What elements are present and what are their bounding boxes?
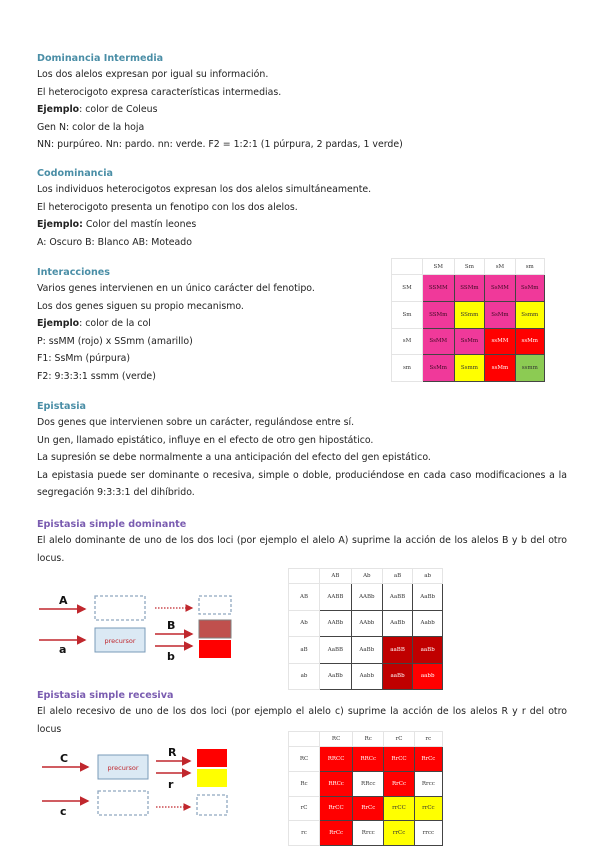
genotype-cell: AaBb xyxy=(382,610,413,637)
genotype-cell: ssMM xyxy=(485,328,515,355)
text-line: Los individuos heterocigotos expresan los dos alelos simultáneamente. xyxy=(37,184,372,195)
genotype-cell: RRCC xyxy=(320,747,353,772)
text-line: A: Oscuro B: Blanco AB: Moteado xyxy=(37,236,192,248)
punnett-table-recesiva xyxy=(288,731,443,846)
genotype-cell: RrCc xyxy=(353,796,384,821)
genotype-cell: SsMm xyxy=(454,328,485,355)
column-header: rc xyxy=(414,732,442,747)
column-header: sm xyxy=(515,259,545,275)
genotype-cell: rrCC xyxy=(384,796,414,821)
text-line: Varios genes intervienen en un único carácter del fenotipo. xyxy=(37,283,315,294)
genotype-cell: Ssmm xyxy=(454,355,485,382)
text-paragraph: El alelo dominante de uno de los dos loci (por ejemplo el alelo A) suprime la acción de los alelos B y b del otro locus. xyxy=(37,535,567,564)
text-line: Un gen, llamado epistático, influye en el efecto de otro gen hipostático. xyxy=(37,434,374,446)
svg-text:B: B xyxy=(167,619,176,632)
section-codominancia xyxy=(37,167,567,251)
example-line xyxy=(37,101,567,119)
svg-text:C: C xyxy=(60,752,69,765)
text-line: La supresión se debe normalmente a una anticipación del efecto del gen epistático. xyxy=(37,452,431,464)
genotype-cell: SSMM xyxy=(423,275,455,302)
heading-epistasia: Epistasia xyxy=(37,401,86,412)
genotype-cell: SsMm xyxy=(515,275,545,302)
example-line xyxy=(37,216,567,234)
genotype-cell: ssMm xyxy=(485,355,515,382)
row-header: aB xyxy=(289,637,320,664)
section-dominancia-intermedia xyxy=(37,52,567,154)
text-line: NN: purpúreo. Nn: pardo. nn: verde. F2 = 1:2:1 (1 púrpura, 2 pardas, 1 verde) xyxy=(37,139,403,151)
svg-text:c: c xyxy=(60,805,67,818)
genotype-cell: AaBb xyxy=(413,584,443,611)
row-header: sM xyxy=(392,328,423,355)
genotype-cell: SsMm xyxy=(485,301,515,328)
genotype-cell: RrCC xyxy=(320,796,353,821)
genotype-cell: rrCc xyxy=(384,821,414,846)
genotype-cell: AAbb xyxy=(351,610,382,637)
row-header: RC xyxy=(289,747,320,772)
genotype-cell: AABB xyxy=(320,584,352,611)
genotype-cell: ssmm xyxy=(515,355,545,382)
heading-epistasia-recesiva: Epistasia simple recesiva xyxy=(37,690,174,701)
svg-text:precursor: precursor xyxy=(104,637,136,645)
genotype-cell: SSmm xyxy=(454,301,485,328)
text-line: P: ssMM (rojo) x SSmm (amarillo) xyxy=(37,335,193,347)
genotype-cell: ssMm xyxy=(515,328,545,355)
genotype-cell: SsMM xyxy=(423,328,455,355)
row-header: Rc xyxy=(289,771,320,796)
text-line: Los dos alelos expresan por igual su información. xyxy=(37,69,269,80)
genotype-cell: rrcc xyxy=(414,821,442,846)
svg-text:R: R xyxy=(168,746,177,759)
diagram-epistasia-dominante xyxy=(37,590,237,660)
corner-cell xyxy=(289,732,320,747)
genotype-cell: RRCc xyxy=(353,747,384,772)
genotype-cell: Aabb xyxy=(413,610,443,637)
genotype-cell: aaBb xyxy=(382,663,413,690)
diagram-epistasia-recesiva xyxy=(40,745,240,820)
example-text: Color del mastín leones xyxy=(82,219,197,231)
text-line: El heterocigoto presenta un fenotipo con los dos alelos. xyxy=(37,201,298,213)
genotype-cell: SSMm xyxy=(454,275,485,302)
heading-codominancia: Codominancia xyxy=(37,168,113,179)
column-header: rC xyxy=(384,732,414,747)
text-paragraph: El alelo recesivo de uno de los dos loci (por ejemplo el alelo c) suprime la acción de los alelos R y r del otro locus xyxy=(37,706,567,735)
svg-text:r: r xyxy=(168,778,174,791)
example-label: Ejemplo xyxy=(37,104,80,116)
text-line: F1: SsMm (púrpura) xyxy=(37,353,131,365)
row-header: AB xyxy=(289,584,320,611)
genotype-cell: AaBb xyxy=(320,663,352,690)
text-line: El heterocigoto expresa características intermedias. xyxy=(37,86,282,98)
heading-epistasia-dominante: Epistasia simple dominante xyxy=(37,519,187,530)
genotype-cell: AaBb xyxy=(351,637,382,664)
genotype-cell: aaBB xyxy=(382,637,413,664)
row-header: ab xyxy=(289,663,320,690)
svg-text:A: A xyxy=(59,594,68,607)
column-header: RC xyxy=(320,732,353,747)
genotype-cell: aaBb xyxy=(413,637,443,664)
heading-dominancia-intermedia: Dominancia Intermedia xyxy=(37,53,164,64)
section-epistasia xyxy=(37,400,567,502)
section-epistasia-dominante xyxy=(37,518,567,567)
genotype-cell: RrCc xyxy=(384,771,414,796)
genotype-cell: RrCC xyxy=(384,747,414,772)
column-header: sM xyxy=(485,259,515,275)
genotype-cell: RRCc xyxy=(320,771,353,796)
genotype-cell: AaBB xyxy=(382,584,413,611)
column-header: AB xyxy=(320,569,352,584)
genotype-cell: aabb xyxy=(413,663,443,690)
genotype-cell: RRcc xyxy=(353,771,384,796)
genotype-cell: AaBB xyxy=(320,637,352,664)
example-text: : color de la col xyxy=(79,318,151,330)
example-text: : color de Coleus xyxy=(79,104,158,116)
example-label: Ejemplo xyxy=(37,318,80,330)
genotype-cell: RrCc xyxy=(320,821,353,846)
heading-interacciones: Interacciones xyxy=(37,267,110,278)
column-header: aB xyxy=(382,569,413,584)
row-header: sm xyxy=(392,355,423,382)
column-header: Ab xyxy=(351,569,382,584)
text-line: Dos genes que intervienen sobre un carácter, regulándose entre sí. xyxy=(37,417,355,428)
genotype-cell: Rrcc xyxy=(414,771,442,796)
punnett-table-dominante xyxy=(288,568,443,690)
corner-cell xyxy=(289,569,320,584)
row-header: rC xyxy=(289,796,320,821)
svg-text:b: b xyxy=(167,650,175,660)
row-header: Ab xyxy=(289,610,320,637)
text-line: Gen N: color de la hoja xyxy=(37,121,145,133)
genotype-cell: AABb xyxy=(320,610,352,637)
genotype-cell: RrCc xyxy=(414,747,442,772)
column-header: Sm xyxy=(454,259,485,275)
genotype-cell: AABb xyxy=(351,584,382,611)
text-line: F2: 9:3:3:1 ssmm (verde) xyxy=(37,370,156,382)
arrow-icon xyxy=(42,767,88,801)
genotype-cell: SSMm xyxy=(423,301,455,328)
genotype-cell: SsMm xyxy=(423,355,455,382)
svg-text:precursor: precursor xyxy=(107,764,139,772)
genotype-cell: Ssmm xyxy=(515,301,545,328)
row-header: SM xyxy=(392,275,423,302)
row-header: rc xyxy=(289,821,320,846)
punnett-table-interacciones xyxy=(391,258,545,382)
genotype-cell: rrCc xyxy=(414,796,442,821)
text-line: Los dos genes siguen su propio mecanismo. xyxy=(37,300,244,312)
column-header: SM xyxy=(423,259,455,275)
column-header: Rc xyxy=(353,732,384,747)
arrow-icon xyxy=(39,609,85,640)
row-header: Sm xyxy=(392,301,423,328)
genotype-cell: Aabb xyxy=(351,663,382,690)
corner-cell xyxy=(392,259,423,275)
text-paragraph: La epistasia puede ser dominante o recesiva, simple o doble, produciéndose en cada caso modificaciones a la segregación 9:3:3:1 del dihíbrido. xyxy=(37,469,567,499)
genotype-cell: SsMM xyxy=(485,275,515,302)
genotype-cell: Rrcc xyxy=(353,821,384,846)
column-header: ab xyxy=(413,569,443,584)
example-label: Ejemplo: xyxy=(37,219,83,231)
svg-text:a: a xyxy=(59,643,67,656)
